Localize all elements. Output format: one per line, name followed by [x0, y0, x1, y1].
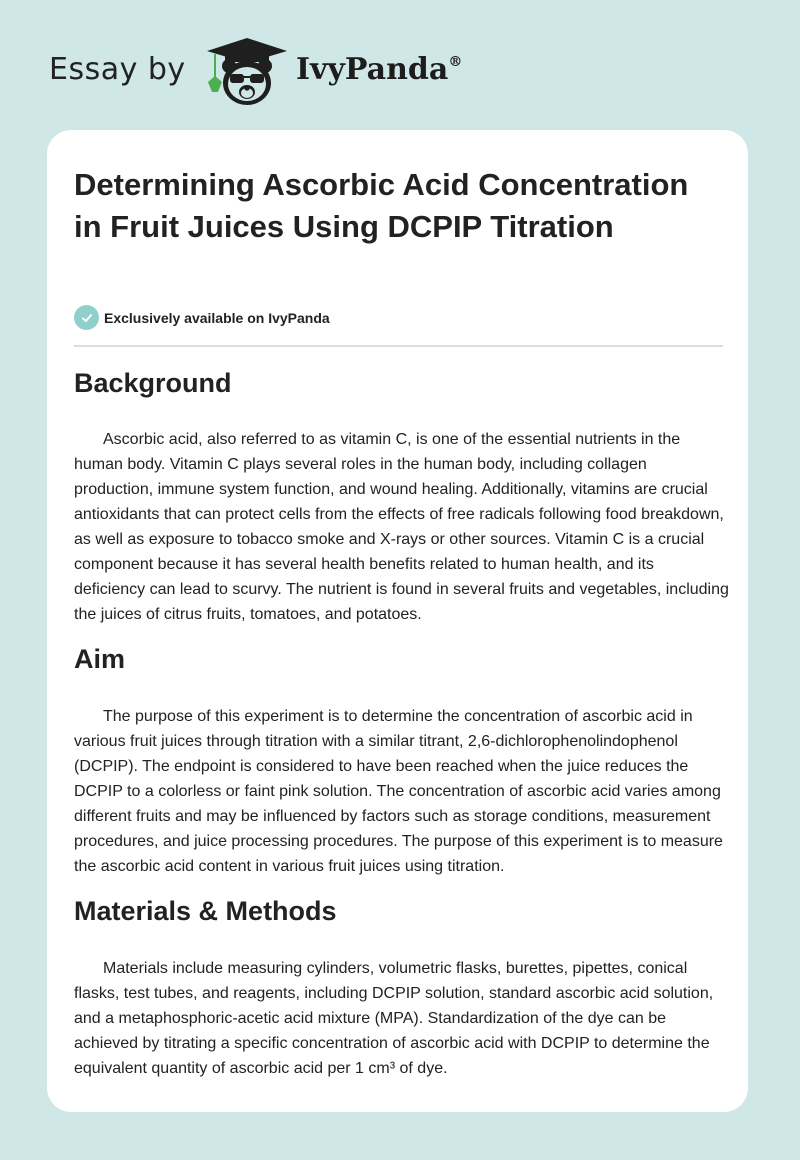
- exclusive-badge: [74, 305, 330, 330]
- registered-mark: ®: [448, 54, 463, 70]
- exclusive-label: Exclusively available on IvyPanda: [104, 309, 330, 326]
- panda-graduate-icon[interactable]: [203, 36, 291, 108]
- check-circle-icon: [74, 305, 99, 330]
- section-heading-background: Background: [74, 368, 232, 398]
- section-heading-materials-methods: Materials & Methods: [74, 896, 337, 926]
- divider: [74, 345, 723, 347]
- section-paragraph-materials-methods: Materials include measuring cylinders, volumetric flasks, burettes, pipettes, conical flasks, test tubes, and reagents, including DCPIP solution, standard ascorbic acid solution, and a metaphosphoric-acetic acid mixture (MPA). Standardization of the dye can be achieved by titrating a specific concentration of ascorbic acid with DCPIP to determine the equivalent quantity of ascorbic acid per 1 cm³ of dye.: [74, 960, 714, 1077]
- section-heading-aim: Aim: [74, 644, 126, 674]
- section-paragraph-aim: The purpose of this experiment is to determine the concentration of ascorbic acid in various fruit juices through titration with a similar titrant, 2,6-dichlorophenolindophenol (DCPIP). The endpoint is considered to have been reached when the juice reduces the DCPIP to a colorless or faint pink solution. The concentration of ascorbic acid varies among different fruits and may be influenced by factors such as storage conditions, measurement procedures, and juice processing procedures. The purpose of this experiment is to measure the ascorbic acid content in various fruit juices using titration.: [74, 708, 723, 875]
- essay-by-label: Essay by: [49, 52, 186, 87]
- brand-name: IvyPanda: [296, 52, 449, 87]
- page-title: Determining Ascorbic Acid Concentration in Fruit Juices Using DCPIP Titration: [74, 167, 689, 244]
- brand-wordmark[interactable]: [296, 52, 462, 87]
- site-header: [0, 0, 800, 130]
- section-paragraph-background: Ascorbic acid, also referred to as vitamin C, is one of the essential nutrients in the human body. Vitamin C plays several roles in the human body, including collagen production, immune system function, and wound healing. Additionally, vitamins are crucial antioxidants that can protect cells from the effects of free radicals following food breakdown, as well as exposure to tobacco smoke and X-rays or other sources. Vitamin C is a crucial component because it has several health benefits related to human health, and its deficiency can lead to scurvy. The nutrient is found in several fruits and vegetables, including the juices of citrus fruits, tomatoes, and potatoes.: [74, 431, 729, 623]
- article-card: [47, 130, 748, 1112]
